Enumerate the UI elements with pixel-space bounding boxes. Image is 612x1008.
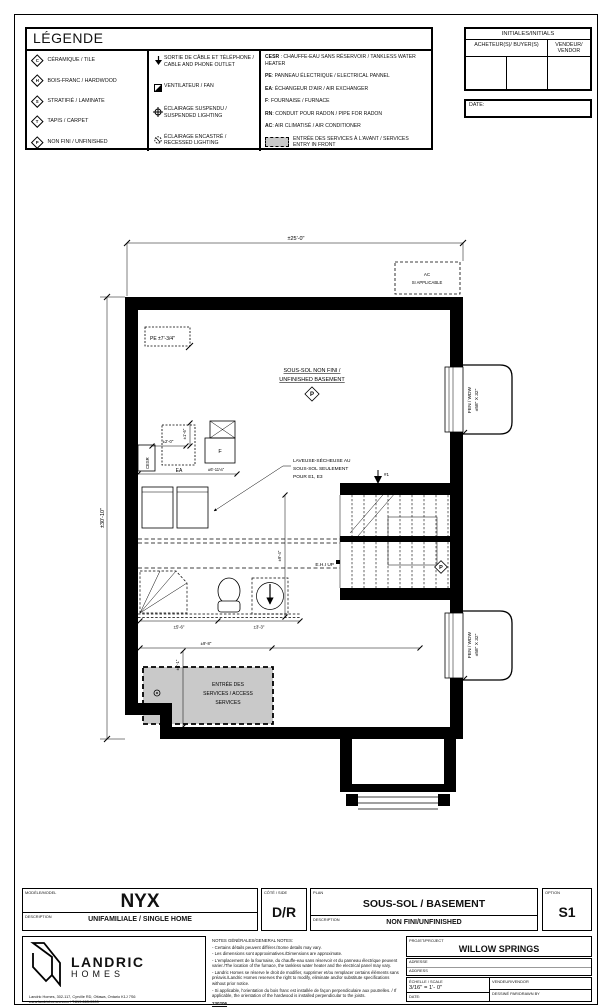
floor-drain-lines [138, 539, 340, 568]
washer-dryer-area [142, 487, 208, 528]
side-label: CÔTÉ / SIDE [264, 890, 288, 895]
svg-text:P: P [309, 392, 315, 399]
date-cell [407, 993, 489, 1001]
initials-title: INITIALES/INITIALS [466, 29, 590, 40]
legend-abbrev-f: F: FOURNAISE / FURNACE [265, 98, 330, 105]
shower-rough-in [140, 571, 187, 613]
svg-text:±3'-3": ±3'-3" [253, 624, 265, 630]
legend-abbrev-ea: EA: ÉCHANGEUR D'AIR / AIR EXCHANGER [265, 85, 369, 92]
cable-outlet-1 [374, 470, 390, 484]
unfinished-diamond-icon: P [31, 136, 43, 148]
note-item: - Les dimensions sont approximatives./Dimensions are approximate. [212, 951, 343, 957]
floor-finish-symbol [305, 387, 319, 401]
scale-label: ÉCHELLE / SCALE [409, 979, 443, 984]
ac-unit-box [395, 262, 460, 294]
svg-text:EA: EA [175, 468, 183, 474]
project-box [406, 936, 592, 957]
legend-abbrev-ac: AC: AIR CLIMATISÉ / AIR CONDITIONER [265, 123, 361, 130]
project-label: PROJET/PROJECT [409, 938, 444, 943]
svg-text:UNFINISHED BASEMENT: UNFINISHED BASEMENT [279, 377, 345, 383]
water-heater [138, 445, 155, 471]
address-box [406, 958, 592, 976]
laundry-tub-rough-in [252, 578, 288, 614]
side-value: D/R [271, 904, 297, 920]
svg-text:SERVICES / ACCESS: SERVICES / ACCESS [203, 691, 253, 697]
svg-text:SOUS-SOL NON FINI /: SOUS-SOL NON FINI / [283, 368, 341, 374]
overall-height-dimension [100, 294, 125, 742]
svg-text:±58" X 32": ±58" X 32" [475, 633, 480, 657]
note-item: - L'emplacement de la fournaise, du chauffe-eau sans réservoir et du panneau électrique peuvent varier./The location of the furnace, the tankless water heater and the electrical panel may vary. [212, 957, 398, 969]
option-label: OPTION [545, 890, 560, 895]
svg-text:±6'-1": ±6'-1" [175, 659, 180, 671]
plan-box [310, 888, 538, 931]
electrical-panel-box [145, 327, 193, 350]
legend-item-cable-outlet: SORTIE DE CÂBLE ET TÉLÉPHONE / CABLE AND PHONE OUTLET [152, 55, 256, 68]
window-1 [445, 365, 512, 438]
svg-text:±9'-8": ±9'-8" [200, 641, 212, 646]
furnace [205, 421, 235, 463]
legend-item-services-entry: ENTRÉE DES SERVICES À L'AVANT / SERVICES ENTRY IN FRONT [265, 136, 427, 148]
note-item: - Certains détails peuvent différer./Some details may vary. [212, 944, 322, 950]
description-label: DESCRIPTION [25, 914, 52, 919]
model-label: MODÈLE/MODEL [25, 890, 57, 895]
legend-item-suspended-lighting: ÉCLAIRAGE SUSPENDU / SUSPENDED LIGHTING [152, 106, 256, 119]
svg-text:SI APPLICABLE: SI APPLICABLE [411, 280, 443, 285]
option-box [542, 888, 592, 931]
legend-title: LÉGENDE [27, 29, 431, 51]
plan-label: PLAN [313, 890, 324, 895]
side-box [261, 888, 307, 931]
date-label: DATE: [409, 994, 421, 999]
hardwood-diamond-icon: H [31, 75, 43, 87]
model-description: UNIFAMILIALE / SINGLE HOME [88, 916, 192, 923]
svg-text:FEN / WDW: FEN / WDW [468, 386, 473, 414]
svg-text:±5'-6": ±5'-6" [173, 624, 185, 630]
plumbing-rough-in [138, 571, 423, 651]
svg-text:±9'-4": ±9'-4" [277, 550, 282, 562]
landric-logo-icon [29, 941, 63, 992]
legend-item-hardwood: H BOIS-FRANC / HARDWOOD [30, 76, 144, 85]
legend-item-tile: C CÉRAMIQUE / TILE [30, 56, 144, 65]
plan-description-label: DESCRIPTION [313, 917, 340, 922]
model-name: NYX [120, 891, 160, 912]
legend-item-fan: VENTILATEUR / FAN [152, 83, 256, 92]
room-label [279, 368, 345, 401]
vendor-header: VENDEUR/ VENDOR [555, 42, 583, 54]
svg-text:P: P [439, 565, 443, 571]
svg-text:ENTRÉE DES: ENTRÉE DES [212, 682, 244, 688]
buyers-header: ACHETEUR(S)/ BUYER(S) [466, 40, 548, 56]
scale-value: 3/16" = 1'- 0" [409, 985, 443, 991]
drawn-by-label: DESSINÉ PAR/DRAWN BY [492, 991, 540, 996]
legend-abbrev-cesr: CESR : CHAUFFE-EAU SANS RÉSERVOIR / TANKLESS WATER HEATER [265, 54, 416, 67]
reference-number: 230206 [212, 1000, 228, 1006]
stair-floor-symbol [435, 561, 448, 574]
company-box [22, 936, 206, 1002]
model-box [22, 888, 258, 931]
staircase [315, 483, 450, 600]
svg-text:±1'-6": ±1'-6" [182, 428, 187, 440]
svg-text:±25'-0": ±25'-0" [287, 236, 305, 242]
legend-item-recessed-lighting: ÉCLAIRAGE ENCASTRÉ / RECESSED LIGHTING [152, 134, 256, 147]
svg-text:#1: #1 [384, 472, 390, 477]
note-item: - Si applicable, l'orientation du bois franc est installée de façon perpendiculaire aux poutrelles. / If applicable, the orientation of the hardwood is installed perpendicular to the joists. [212, 987, 397, 999]
company-name: LANDRIC [71, 953, 145, 970]
laundry-note [214, 457, 351, 511]
plan-description: NON FINI/UNFINISHED [386, 919, 462, 926]
svg-text:SOUS-SOL SEULEMENT: SOUS-SOL SEULEMENT [293, 467, 349, 472]
fixture-dimensions [138, 619, 423, 651]
legend-abbrev-rn: RN: CONDUIT POUR RADON / PIPE FOR RADON [265, 110, 383, 117]
plan-title: SOUS-SOL / BASEMENT [362, 898, 486, 910]
svg-text:FEN / WDW: FEN / WDW [468, 631, 473, 659]
window-2 [445, 611, 512, 684]
svg-text:±30'-10": ±30'-10" [100, 507, 106, 529]
option-value: S1 [558, 904, 576, 920]
tile-diamond-icon: C [31, 54, 43, 66]
svg-text:SERVICES: SERVICES [215, 700, 241, 706]
legend-item-unfinished: P NON FINI / UNFINISHED [30, 138, 144, 147]
air-exchanger [136, 421, 240, 477]
company-contact: www.landrichomes.com / T.819-663-0003 [29, 999, 99, 1004]
date-box: DATE: [464, 99, 592, 118]
legend-abbrev-pe: PE: PANNEAU ÉLECTRIQUE / ELECTRICAL PANNEL [265, 73, 390, 80]
vendor-label: VENDEUR/VENDOR [492, 979, 529, 984]
scale-cell [407, 978, 489, 993]
notes-title: NOTES GÉNÉRALES/GENERAL NOTES: [212, 938, 294, 943]
svg-text:±6'-11⅛": ±6'-11⅛" [207, 467, 225, 472]
address-label-fr: ADRESSE [407, 959, 591, 968]
laminate-diamond-icon: S [31, 95, 43, 107]
svg-text:±58" X 32": ±58" X 32" [475, 388, 480, 412]
note-item: - Landric Homes se réserve le droit de modifier, supprimer et/ou remplacer certains éléments sans préavis./Landric Homes reserves the right to modify, eliminate and/or substitute specifications without prior notice. [212, 969, 399, 987]
scale-grid [406, 977, 592, 1002]
svg-text:AC: AC [423, 272, 431, 277]
svg-text:F: F [218, 449, 222, 455]
company-address: Landric Homes, 302-117, Cyrville RD, Ottawa, Ontario K1J 7S6 [29, 995, 136, 999]
svg-text:CESR: CESR [145, 457, 150, 469]
stair-depth-dimension [277, 493, 288, 620]
svg-text:PE ±7'-3/4": PE ±7'-3/4" [150, 336, 175, 342]
svg-text:LAVEUSE-SÉCHEUSE AU: LAVEUSE-SÉCHEUSE AU [293, 459, 351, 464]
address-label-en: ADDRESS [409, 968, 428, 973]
basement-entrance-bump [340, 739, 456, 809]
vendor-cell [490, 978, 591, 990]
svg-text:±2'-0": ±2'-0" [162, 439, 174, 444]
project-name: WILLOW SPRINGS [458, 944, 540, 954]
general-notes [212, 938, 402, 1006]
toilet-rough-in [218, 578, 240, 612]
svg-text:E.H.I UP: E.H.I UP [315, 563, 334, 568]
legend-item-laminate: S STRATIFIÉ / LAMINATE [30, 97, 144, 106]
drawn-by-cell [490, 990, 591, 1001]
legend-item-carpet: T TAPIS / CARPET [30, 117, 144, 126]
company-type: HOMES [71, 968, 125, 979]
carpet-diamond-icon: T [31, 115, 43, 127]
svg-text:POUR E1, E3: POUR E1, E3 [293, 475, 323, 480]
